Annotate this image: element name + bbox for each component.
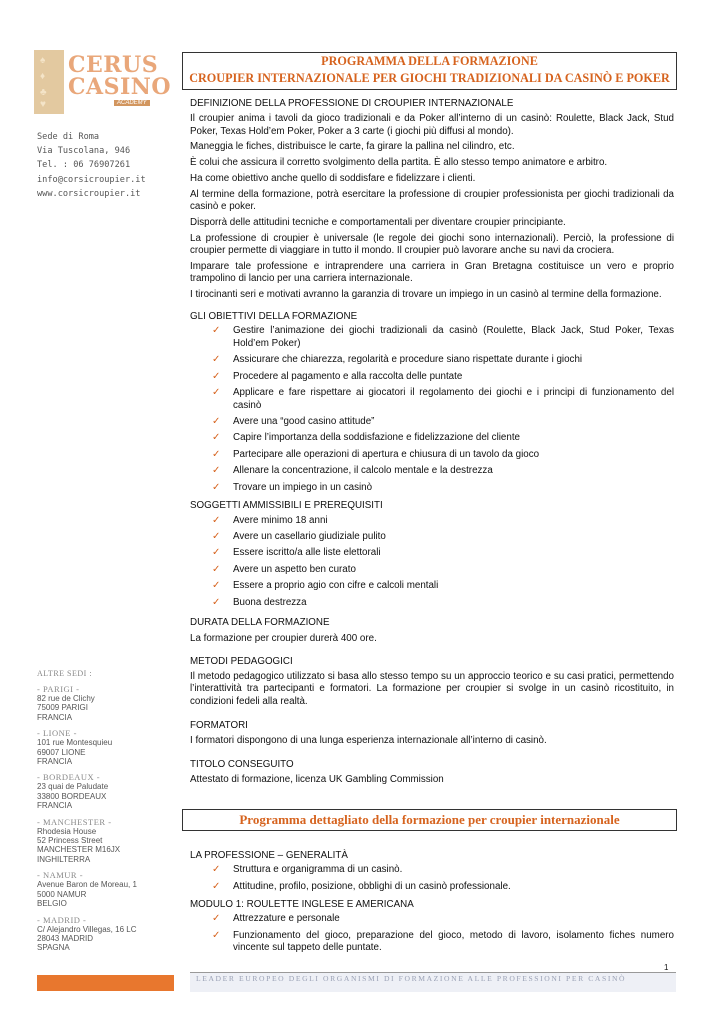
paragraph: Attestato di formazione, licenza UK Gambling Commission (190, 773, 444, 785)
document-title: PROGRAMMA DELLA FORMAZIONE (321, 54, 538, 68)
section-modulo1 (190, 899, 674, 954)
office-line: BELGIO (37, 899, 67, 909)
list-item (190, 913, 674, 925)
altre-sedi-label: ALTRE SEDI : (37, 669, 93, 678)
objectives-list (190, 325, 674, 494)
checkmark-icon: ✓ (212, 354, 221, 366)
list-item (190, 449, 674, 461)
office-manchester (37, 817, 177, 865)
paragraph: I tirocinanti seri e motivati avranno la garanzia di trovare un impiego in un casinò al termine della formazione. (190, 288, 662, 300)
programma-title-box (182, 809, 677, 831)
checkmark-icon: ✓ (212, 481, 221, 493)
list-item-text: Capire l’importanza della soddisfazione e fidelizzazione del cliente (233, 432, 520, 444)
office-city: - LIONE - (37, 728, 77, 739)
checkmark-icon: ✓ (212, 547, 221, 559)
diamond-icon: ♦ (40, 71, 46, 82)
section-heading: METODI PEDAGOGICI (190, 655, 293, 667)
section-titolo (190, 759, 674, 787)
checkmark-icon: ✓ (212, 415, 221, 427)
list-item (190, 354, 674, 366)
office-bordeaux (37, 772, 177, 810)
checkmark-icon: ✓ (212, 531, 221, 542)
paragraph: Disporrà delle attitudini tecniche e comportamentali per diventare croupier principiante. (190, 216, 566, 228)
office-city: - MADRID - (37, 914, 87, 925)
page-number: 1 (664, 963, 669, 972)
list-item-text: Attitudine, profilo, posizione, obblighi di un casinò professionale. (233, 880, 511, 892)
list-item-text: Procedere al pagamento e alla raccolta delle puntate (233, 370, 463, 382)
programma-content (190, 850, 674, 959)
list-item-text: Avere un aspetto ben curato (233, 563, 356, 575)
section-obiettivi (190, 311, 674, 494)
list-item (190, 881, 674, 893)
list-item (190, 515, 674, 527)
checkmark-icon: ✓ (212, 929, 221, 941)
section-soggetti (190, 500, 674, 609)
office-parigi (37, 684, 177, 722)
spade-icon: ♠ (40, 55, 46, 66)
logo-word-2: CASINO (68, 74, 172, 100)
list-item-text: Avere un casellario giudiziale pulito (233, 531, 386, 542)
section-heading: GLI OBIETTIVI DELLA FORMAZIONE (190, 311, 358, 323)
modulo1-list (190, 913, 674, 954)
office-line: FRANCIA (37, 757, 73, 767)
office-line: 101 rue Montesquieu (37, 738, 113, 748)
section-metodi (190, 656, 674, 708)
list-item (190, 564, 674, 576)
list-item-text: Allenare la concentrazione, il calcolo mentale e la destrezza (233, 465, 493, 477)
office-namur (37, 870, 177, 908)
sede-phone: Tel. : 06 76907261 (37, 160, 131, 171)
paragraph: La professione di croupier è universale (le regole dei giochi sono internazionali). Perciò, la professione di croupier permette di viaggiare in tutto il mondo. Il croupier può lavorare anche su navi da crociera. (190, 232, 674, 256)
list-item (190, 930, 674, 955)
list-item-text: Applicare e fare rispettare ai giocatori il regolamento dei giochi e i principi di funzionamento del casinò (233, 387, 674, 411)
checkmark-icon: ✓ (212, 913, 221, 925)
section-formatori (190, 720, 674, 748)
logo-word-1: CERUS (68, 52, 159, 78)
section-heading: LA PROFESSIONE – GENERALITÀ (190, 850, 348, 861)
office-line: FRANCIA (37, 712, 73, 722)
list-item (190, 547, 674, 559)
office-line: C/ Alejandro Villegas, 16 LC (37, 924, 137, 934)
paragraph: Ha come obiettivo anche quello di soddisfare e fidelizzare i clienti. (190, 172, 476, 184)
section-heading: DEFINIZIONE DELLA PROFESSIONE DI CROUPIER INTERNAZIONALE (190, 98, 514, 109)
list-item-text: Buona destrezza (233, 596, 307, 608)
office-line: 23 quai de Paludate (37, 782, 109, 792)
section-heading: FORMATORI (190, 720, 248, 732)
office-line: 69007 LIONE (37, 747, 86, 757)
office-city: - PARIGI - (37, 684, 80, 694)
office-city: - NAMUR - (37, 870, 84, 881)
list-item-text: Avere minimo 18 anni (233, 514, 328, 526)
office-line: 52 Princess Street (37, 836, 103, 846)
paragraph: È colui che assicura il corretto svolgimento della partita. È allo stesso tempo animatore e arbitro. (190, 157, 608, 169)
list-item (190, 387, 674, 412)
main-content (190, 98, 674, 790)
list-item (190, 597, 674, 609)
programma-title: Programma dettagliato della formazione per croupier internazionale (239, 812, 620, 827)
document-title-box (182, 52, 677, 90)
list-item-text: Essere iscritto/a alle liste elettorali (233, 547, 381, 559)
paragraph: Al termine della formazione, potrà esercitare la professione di croupier professionista per giochi tradizionali da casinò e poker. (190, 188, 674, 213)
cerus-casino-logo (34, 50, 172, 114)
paragraph: Maneggia le fiches, distribuisce le carte, fa girare la pallina nel cilindro, etc. (190, 141, 515, 153)
sede-line: Via Tuscolana, 946 (37, 146, 131, 157)
checkmark-icon: ✓ (212, 432, 221, 444)
office-lione (37, 728, 177, 766)
club-icon: ♣ (40, 87, 47, 98)
section-definizione (190, 98, 674, 301)
list-item (190, 371, 674, 383)
checkmark-icon: ✓ (212, 387, 221, 399)
section-heading: SOGGETTI AMMISSIBILI E PREREQUISITI (190, 500, 383, 512)
footer-accent-bar (37, 975, 174, 991)
office-city: - MANCHESTER - (37, 816, 112, 827)
document-subtitle: CROUPIER INTERNAZIONALE PER GIOCHI TRADIZIONALI DA CASINÒ E POKER (189, 71, 670, 85)
office-line: SPAGNA (37, 943, 70, 953)
sede-roma-contacts (37, 130, 146, 201)
section-heading: DURATA DELLA FORMAZIONE (190, 617, 330, 629)
list-item (190, 325, 674, 350)
office-city: - BORDEAUX - (37, 772, 101, 783)
list-item (190, 432, 674, 444)
list-item-text: Avere una “good casino attitude” (233, 415, 375, 427)
prerequisites-list (190, 515, 674, 610)
checkmark-icon: ✓ (212, 448, 221, 460)
footer-band (190, 972, 676, 992)
section-heading: MODULO 1: ROULETTE INGLESE E AMERICANA (190, 899, 414, 911)
list-item-text: Trovare un impiego in un casinò (233, 481, 373, 493)
list-item (190, 580, 674, 592)
list-item-text: Attrezzature e personale (233, 913, 340, 925)
office-line: FRANCIA (37, 801, 73, 811)
list-item (190, 531, 674, 543)
list-item-text: Gestire l’animazione dei giochi tradizionali da casinò (Roulette, Black Jack, Stud Poker, Texas Hold’em Poker) (233, 325, 674, 349)
office-line: 33800 BORDEAUX (37, 791, 107, 801)
office-line: 5000 NAMUR (37, 889, 87, 899)
list-item-text: Funzionamento del gioco, preparazione del gioco, metodo di lavoro, isolamento fiches numero vincente sul tappeto delle puntate. (233, 929, 674, 954)
sede-email[interactable]: info@corsicroupier.it (37, 174, 146, 185)
office-line: MANCHESTER M16JX (37, 845, 121, 855)
section-professione (190, 850, 674, 893)
office-line: Avenue Baron de Moreau, 1 (37, 880, 137, 890)
checkmark-icon: ✓ (212, 864, 221, 876)
office-line: 28043 MADRID (37, 933, 94, 943)
list-item (190, 864, 674, 876)
paragraph: Imparare tale professione e intraprendere una carriera in Gran Bretagna costituisce un vero e proprio trampolino di lancio per una carriera internazionale. (190, 260, 674, 285)
sede-line: Sede di Roma (37, 132, 100, 142)
checkmark-icon: ✓ (212, 514, 221, 526)
offices-list (37, 684, 177, 959)
footer-text: LEADER EUROPEO DEGLI ORGANISMI DI FORMAZIONE ALLE PROFESSIONI PER CASINÒ (196, 974, 627, 983)
sede-website[interactable]: www.corsicroupier.it (37, 188, 141, 199)
logo-academy: ACADEMY (114, 100, 150, 106)
checkmark-icon: ✓ (212, 370, 221, 382)
list-item (190, 482, 674, 494)
checkmark-icon: ✓ (212, 596, 221, 608)
office-line: INGHILTERRA (37, 854, 91, 864)
checkmark-icon: ✓ (212, 580, 221, 592)
list-item-text: Essere a proprio agio con cifre e calcoli mentali (233, 580, 439, 592)
office-line: 82 rue de Clichy (37, 694, 95, 703)
office-line: 75009 PARIGI (37, 703, 88, 713)
logo-suits-panel (34, 50, 64, 114)
paragraph: Il croupier anima i tavoli da gioco tradizionali e da Poker all’interno di un casinò: Roulette, Black Jack, Stud Poker, Texas Hold’em Poker, Poker a 3 carte (i giochi più diffusi al mondo). (190, 113, 674, 137)
list-item-text: Assicurare che chiarezza, regolarità e procedure siano rispettate durante i giochi (233, 354, 583, 366)
list-item-text: Struttura e organigramma di un casinò. (233, 864, 403, 876)
checkmark-icon: ✓ (212, 880, 221, 892)
heart-icon: ♥ (40, 99, 46, 110)
paragraph: La formazione per croupier durerà 400 ore. (190, 632, 377, 644)
list-item (190, 416, 674, 428)
paragraph: Il metodo pedagogico utilizzato si basa allo stesso tempo su un approccio teorico e su casi pratici, permettendo l’interattività tra partecipanti e formatori. La formazione per croupier si svolge in un casinò ricostituito, in condizioni fedeli alla realtà. (190, 671, 674, 707)
office-madrid (37, 915, 177, 953)
checkmark-icon: ✓ (212, 465, 221, 477)
section-durata (190, 617, 674, 645)
section-heading: TITOLO CONSEGUITO (190, 758, 294, 770)
checkmark-icon: ✓ (212, 563, 221, 575)
list-item (190, 465, 674, 477)
professione-list (190, 864, 674, 893)
list-item-text: Partecipare alle operazioni di apertura e chiusura di un tavolo da gioco (233, 448, 540, 460)
paragraph: I formatori dispongono di una lunga esperienza internazionale all’interno di casinò. (190, 735, 547, 747)
checkmark-icon: ✓ (212, 325, 221, 337)
office-line: Rhodesia House (37, 826, 97, 836)
